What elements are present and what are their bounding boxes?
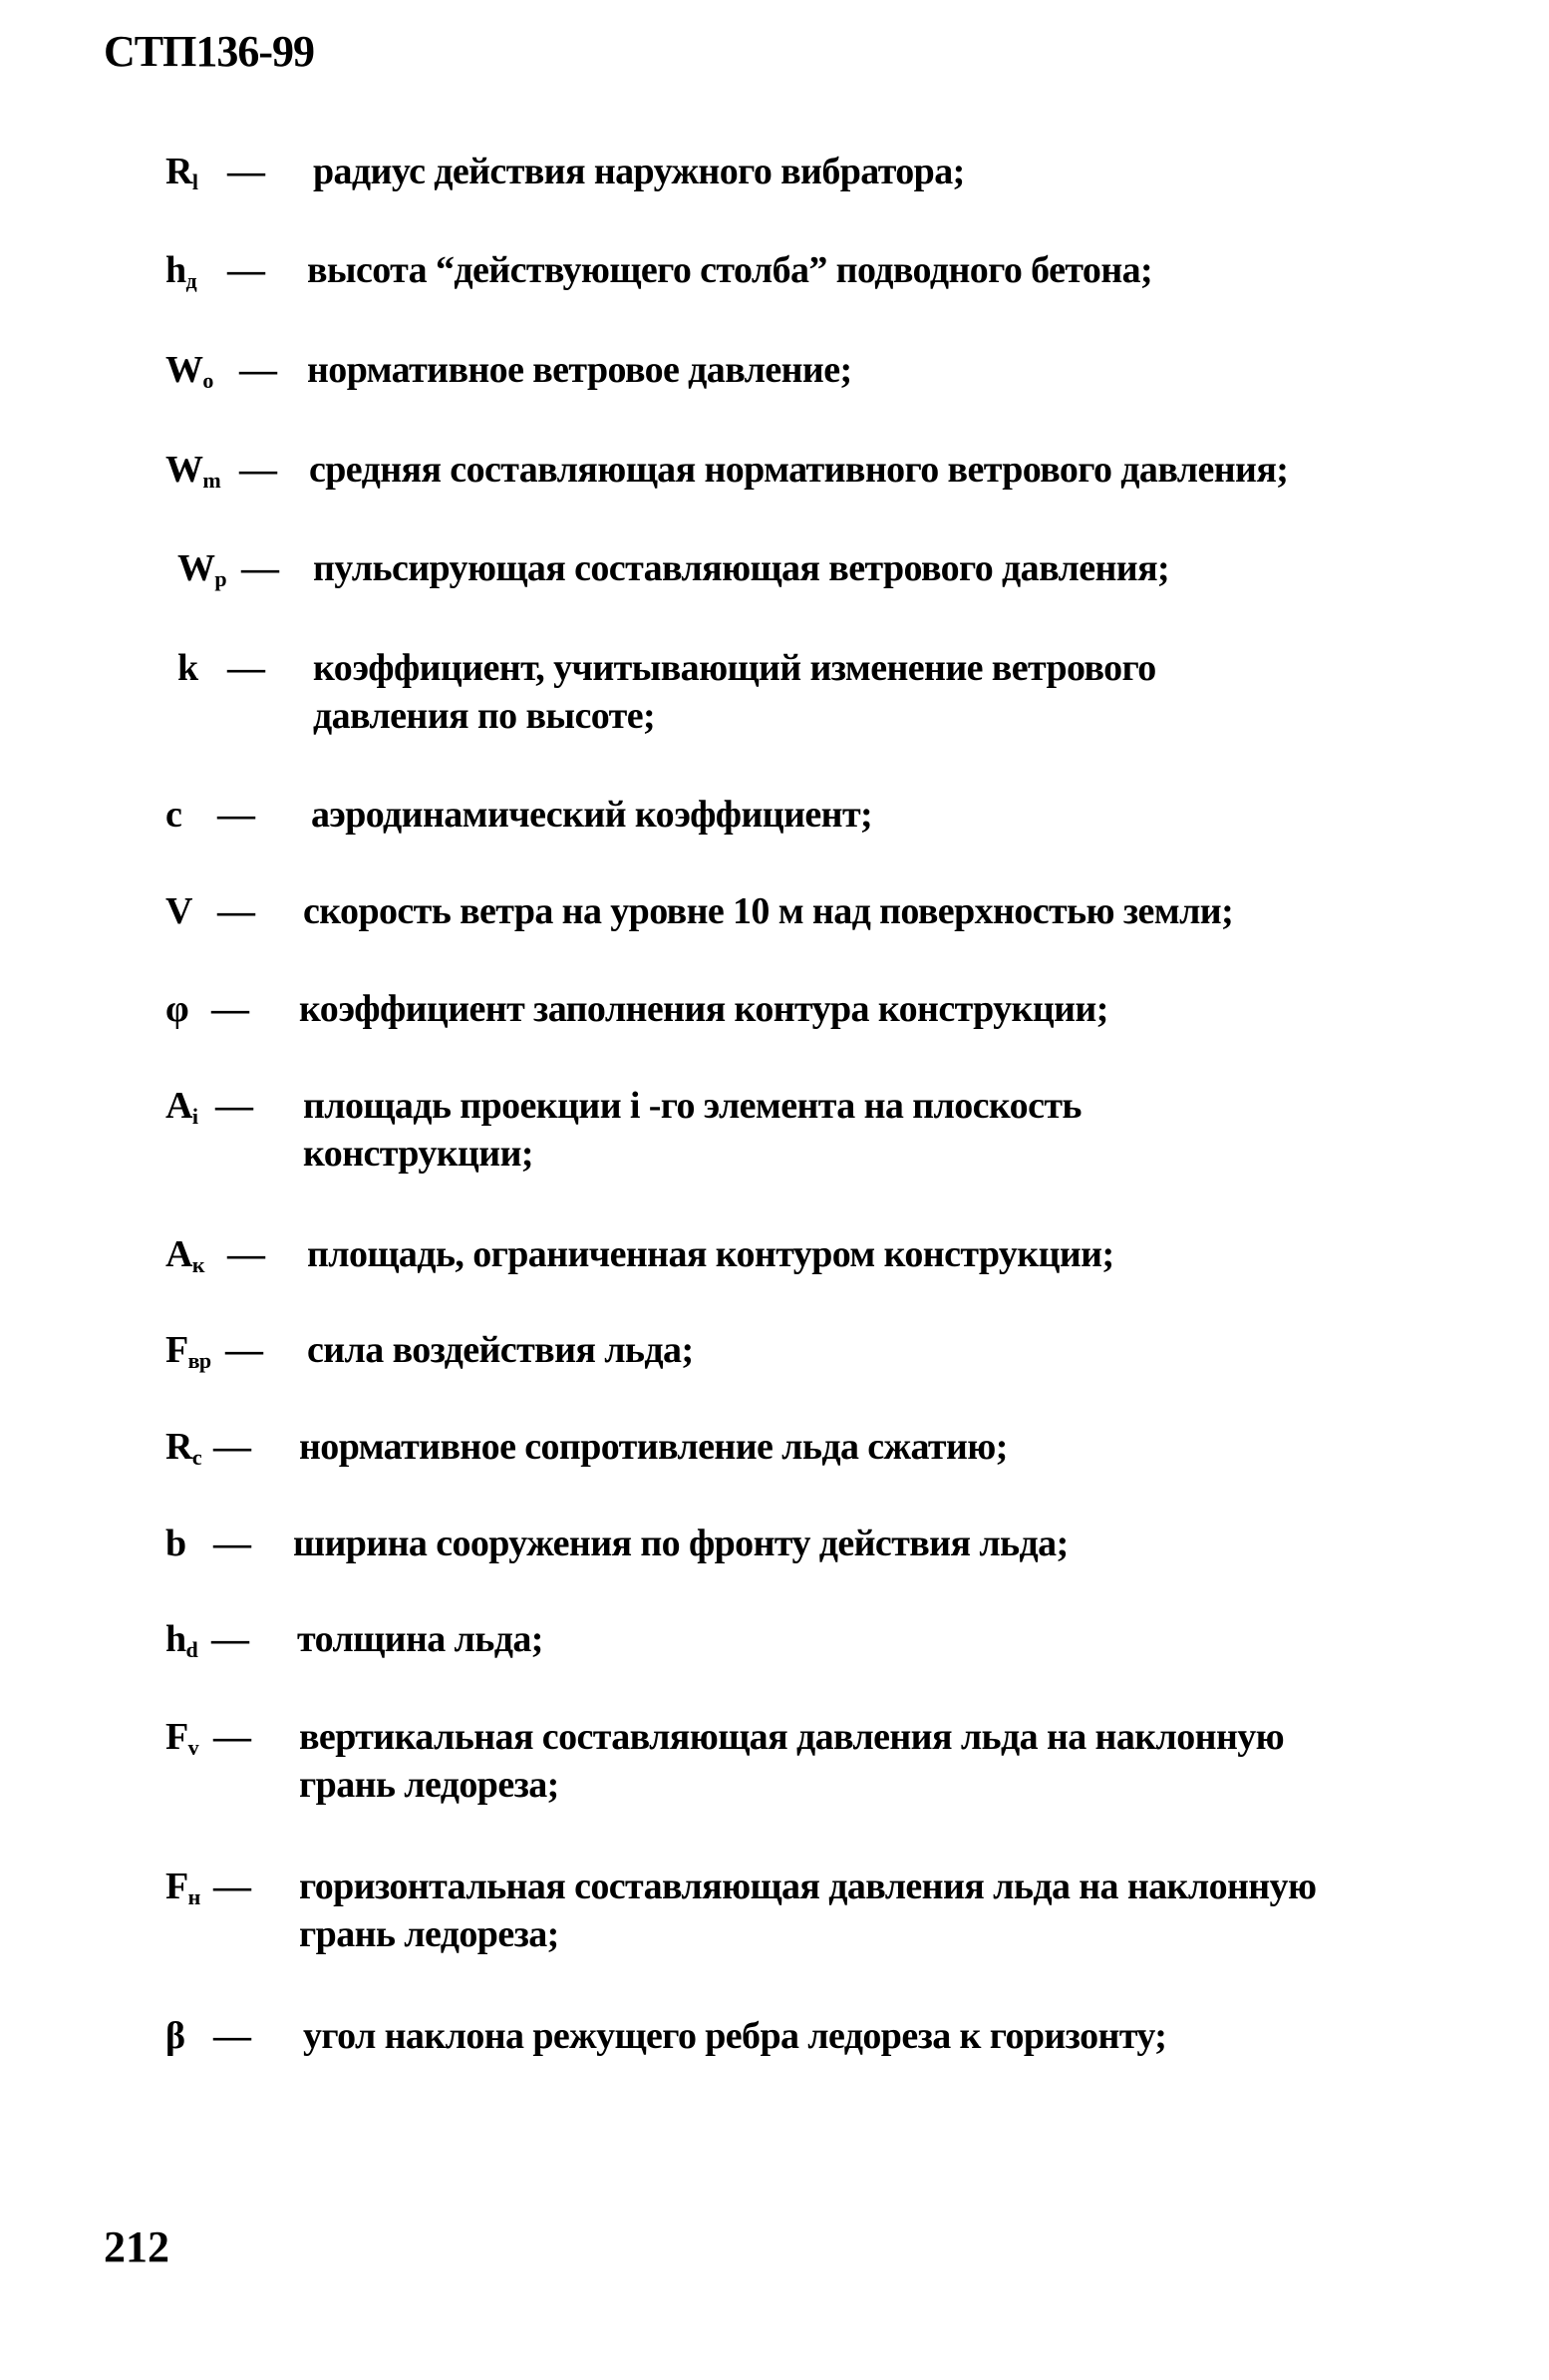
symbol-subscript: н [187,1884,200,1909]
symbol [165,1520,186,1567]
definition-text: пульсирующая составляющая ветрового давления; [313,547,1170,589]
symbol [177,544,226,592]
em-dash: — [213,1866,251,1907]
symbol-subscript: p [214,566,227,591]
symbol-base: R [165,151,192,192]
definition-text: коэффициент, учитывающий изменение ветрового давления по высоте; [313,647,1156,737]
symbol-base: F [165,1866,188,1907]
symbol-base: A [165,1085,192,1127]
symbol-base: W [165,449,203,491]
symbol [165,1326,211,1374]
definition-text: нормативное сопротивление льда сжатию; [299,1426,1008,1468]
definition-text: коэффициент заполнения контура конструкции; [299,988,1108,1030]
em-dash: — [239,349,277,391]
symbol-base: k [177,647,198,689]
definition-text: сила воздействия льда; [307,1329,694,1371]
symbol-base: W [165,349,203,391]
em-dash: — [213,1426,251,1468]
symbol [165,2012,184,2060]
symbol [165,985,188,1033]
em-dash: — [213,2015,251,2057]
definition-text: ширина сооружения по фронту действия льда; [293,1523,1069,1564]
symbol-base: W [177,547,215,589]
definition-text: скорость ветра на уровне 10 м над поверхностью земли; [303,890,1234,932]
em-dash: — [211,988,249,1030]
definition-text: нормативное ветровое давление; [307,349,852,391]
symbol [165,1615,197,1663]
symbol-subscript: д [185,268,197,293]
em-dash: — [241,547,279,589]
definition-text: горизонтальная составляющая давления льда на наклонную грань ледореза; [299,1866,1317,1955]
em-dash: — [227,1233,265,1275]
em-dash: — [215,1085,253,1127]
symbol [177,644,198,692]
definition-text: вертикальная составляющая давления льда на наклонную грань ледореза; [299,1716,1285,1806]
symbol [165,1713,198,1761]
symbol-base: h [165,249,186,291]
symbol [165,148,197,195]
page-number: 212 [104,2222,169,2271]
symbol-base: V [165,890,192,932]
document-code-header: СТП136-99 [104,27,314,76]
em-dash: — [213,1716,251,1758]
symbol-subscript: v [187,1735,199,1760]
definition-text: толщина льда; [297,1618,543,1660]
em-dash: — [227,151,265,192]
symbol [165,446,220,494]
em-dash: — [239,449,277,491]
definition-text: высота “действующего столба” подводного бетона; [307,249,1153,291]
symbol-subscript: вр [187,1348,211,1373]
symbol-subscript: m [202,468,221,493]
symbol-subscript: c [191,1445,202,1470]
definition-text: аэродинамический коэффициент; [311,794,873,836]
em-dash: — [211,1618,249,1660]
symbol [165,791,181,839]
symbol-base: β [165,2015,185,2057]
symbol [165,346,213,394]
symbol-base: h [165,1618,186,1660]
symbol-subscript: i [191,1104,198,1129]
symbol-subscript: o [202,368,213,393]
em-dash: — [227,249,265,291]
symbol [165,1863,200,1910]
definition-text: радиус действия наружного вибратора; [313,151,965,192]
symbol [165,1082,197,1130]
definition-text: средняя составляющая нормативного ветрового давления; [309,449,1289,491]
symbol-subscript: l [191,170,198,194]
symbol-subscript: d [185,1637,198,1662]
symbol [165,246,196,294]
em-dash: — [213,1523,251,1564]
definition-text: площадь проекции i -го элемента на плоскость конструкции; [303,1085,1082,1175]
symbol-base: R [165,1426,192,1468]
symbol-base: A [165,1233,192,1275]
symbol-base: b [165,1523,186,1564]
symbol-base: F [165,1716,188,1758]
symbol-subscript: к [191,1252,204,1277]
symbol [165,1230,204,1278]
symbol [165,887,192,935]
em-dash: — [225,1329,263,1371]
em-dash: — [217,890,255,932]
em-dash: — [217,794,255,836]
symbol-base: φ [165,988,189,1030]
symbol-base: c [165,794,182,836]
symbol-base: F [165,1329,188,1371]
definition-text: площадь, ограниченная контуром конструкции; [307,1233,1114,1275]
definition-text: угол наклона режущего ребра ледореза к горизонту; [303,2015,1167,2057]
symbol [165,1423,201,1471]
em-dash: — [227,647,265,689]
